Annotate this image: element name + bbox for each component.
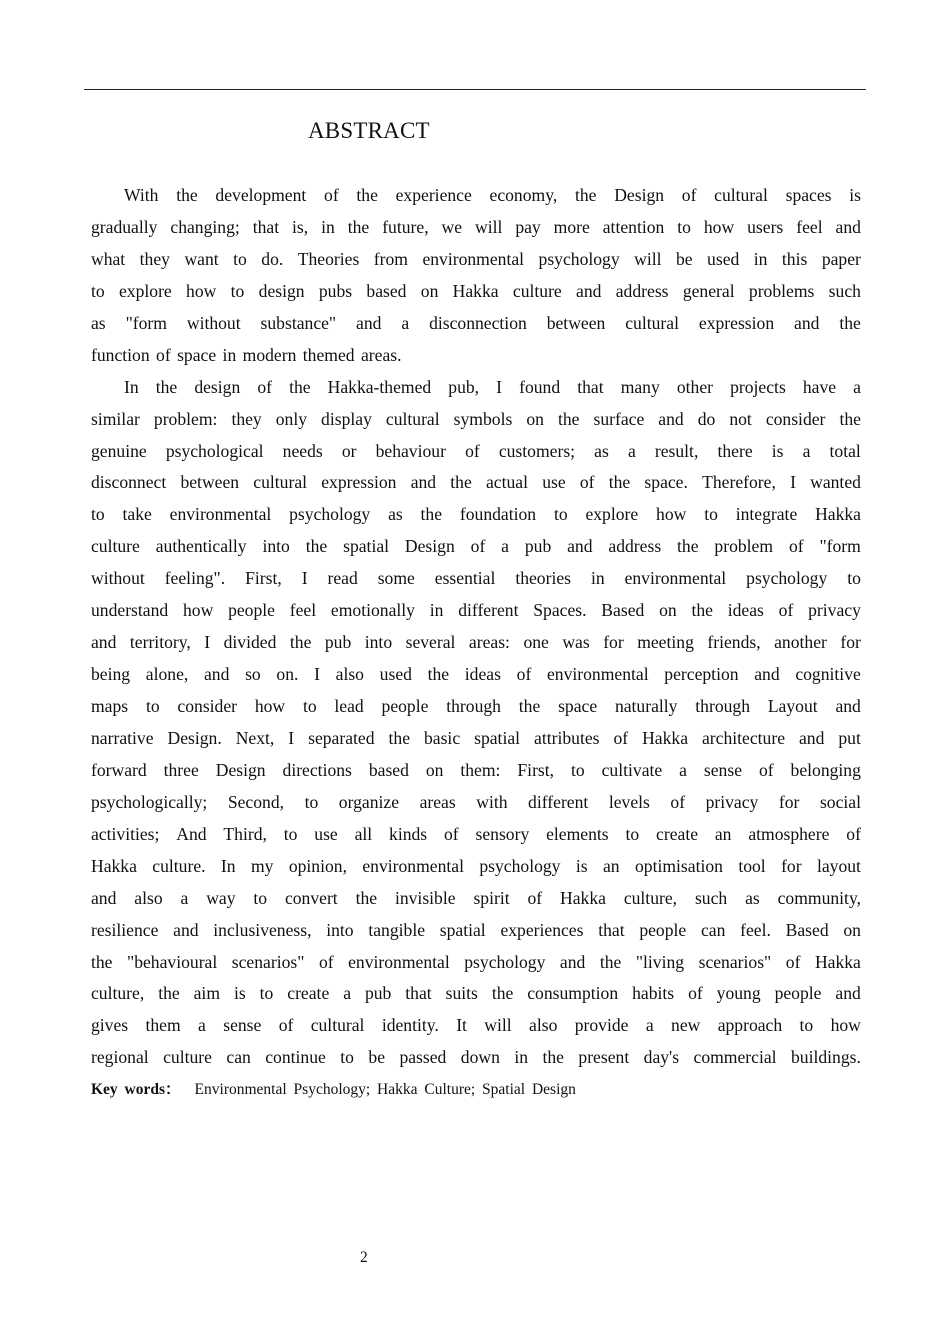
paragraph-line: what they want to do. Theories from environmental psychology will be used in this paper xyxy=(91,248,861,269)
keywords-line xyxy=(91,1077,576,1103)
paragraph-line: to explore how to design pubs based on Hakka culture and address general problems such xyxy=(91,280,861,301)
paragraph-line: genuine psychological needs or behaviour of customers; as a result, there is a total xyxy=(91,440,861,461)
header-rule xyxy=(84,89,866,90)
page-number: 2 xyxy=(360,1249,368,1266)
paragraph-line: culture authentically into the spatial Design of a pub and address the problem of "form xyxy=(91,536,861,557)
paragraph-line: being alone, and so on. I also used the ideas of environmental perception and cognitive xyxy=(91,664,861,685)
paragraph-line: understand how people feel emotionally in different Spaces. Based on the ideas of privacy xyxy=(91,600,861,621)
paragraph-line: to take environmental psychology as the foundation to explore how to integrate Hakka xyxy=(91,504,861,525)
paragraph-line: narrative Design. Next, I separated the basic spatial attributes of Hakka architecture and put xyxy=(91,727,861,748)
paragraph-line: forward three Design directions based on them: First, to cultivate a sense of belonging xyxy=(91,759,861,780)
paragraph-line: and territory, I divided the pub into several areas: one was for meeting friends, another for xyxy=(91,632,861,653)
keywords-label: Key words： xyxy=(91,1081,181,1098)
paragraph-line: without feeling". First, I read some essential theories in environmental psychology to xyxy=(91,568,861,589)
paragraph-line: gradually changing; that is, in the future, we will pay more attention to how users feel and xyxy=(91,216,861,237)
keywords-values: Environmental Psychology; Hakka Culture; Spatial Design xyxy=(194,1081,576,1098)
abstract-paragraph xyxy=(91,372,861,1075)
paragraph-line: With the development of the experience economy, the Design of cultural spaces is xyxy=(124,185,861,205)
paragraph-line: similar problem: they only display cultural symbols on the surface and do not consider the xyxy=(91,408,861,429)
paragraph-line: gives them a sense of cultural identity. It will also provide a new approach to how xyxy=(91,1015,861,1036)
abstract-paragraph xyxy=(91,180,861,372)
paragraph-line: psychologically; Second, to organize areas with different levels of privacy for social xyxy=(91,791,861,812)
paragraph-line: Hakka culture. In my opinion, environmental psychology is an optimisation tool for layout xyxy=(91,855,861,876)
paragraph-line: disconnect between cultural expression and the actual use of the space. Therefore, I wanted xyxy=(91,472,861,493)
abstract-body xyxy=(91,180,861,1074)
paragraph-line: regional culture can continue to be passed down in the present day's commercial buildings. xyxy=(91,1047,861,1068)
paragraph-line: as "form without substance" and a disconnection between cultural expression and the xyxy=(91,312,861,333)
paragraph-line: the "behavioural scenarios" of environmental psychology and the "living scenarios" of Hakka xyxy=(91,951,861,972)
paragraph-line: resilience and inclusiveness, into tangible spatial experiences that people can feel. Based on xyxy=(91,919,861,940)
page-title: ABSTRACT xyxy=(308,118,430,143)
paragraph-line: maps to consider how to lead people through the space naturally through Layout and xyxy=(91,696,861,716)
paragraph-line: activities; And Third, to use all kinds of sensory elements to create an atmosphere of xyxy=(91,823,861,844)
paragraph-line: and also a way to convert the invisible spirit of Hakka culture, such as community, xyxy=(91,887,861,908)
paragraph-line: function of space in modern themed areas. xyxy=(91,344,402,365)
paragraph-line: culture, the aim is to create a pub that suits the consumption habits of young people and xyxy=(91,983,861,1004)
paragraph-line: In the design of the Hakka-themed pub, I found that many other projects have a xyxy=(124,376,861,397)
